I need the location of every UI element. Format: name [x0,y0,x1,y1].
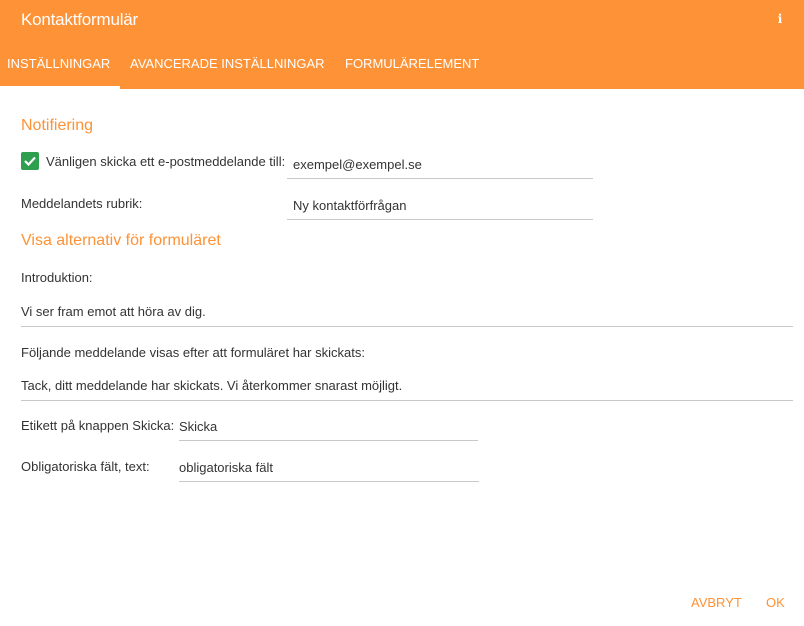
email-field[interactable] [287,150,593,179]
cancel-button[interactable]: AVBRYT [691,595,742,610]
ok-button[interactable]: OK [766,595,785,610]
form-options-section-title: Visa alternativ för formuläret [21,232,221,249]
tab-settings[interactable] [0,55,120,89]
after-submit-field[interactable] [21,371,793,401]
intro-label: Introduktion: [21,270,93,285]
submit-button-text-field[interactable] [179,412,478,441]
required-fields-text-field[interactable] [179,453,479,482]
required-fields-label: Obligatoriska fält, text: [21,459,150,474]
tab-advanced-settings-label: AVANCERADE INSTÄLLNINGAR [130,56,325,71]
tab-settings-label: INSTÄLLNINGAR [7,56,111,71]
send-email-label: Vänligen skicka ett e-postmeddelande till: [46,154,286,169]
intro-field[interactable] [21,297,793,327]
send-email-checkbox[interactable] [21,152,39,170]
dialog-title: Kontaktformulär [21,10,138,29]
notification-section-title: Notifiering [21,117,94,134]
subject-label: Meddelandets rubrik: [21,196,143,211]
submit-button-label: Etikett på knappen Skicka: [21,418,175,433]
after-submit-label: Följande meddelande visas efter att formuläret har skickats: [21,345,365,360]
dialog-header [0,0,804,89]
info-icon[interactable]: i [777,12,783,26]
checkmark-icon [24,156,36,166]
subject-field[interactable] [287,191,593,220]
tab-form-elements-label: FORMULÄRELEMENT [345,56,480,71]
